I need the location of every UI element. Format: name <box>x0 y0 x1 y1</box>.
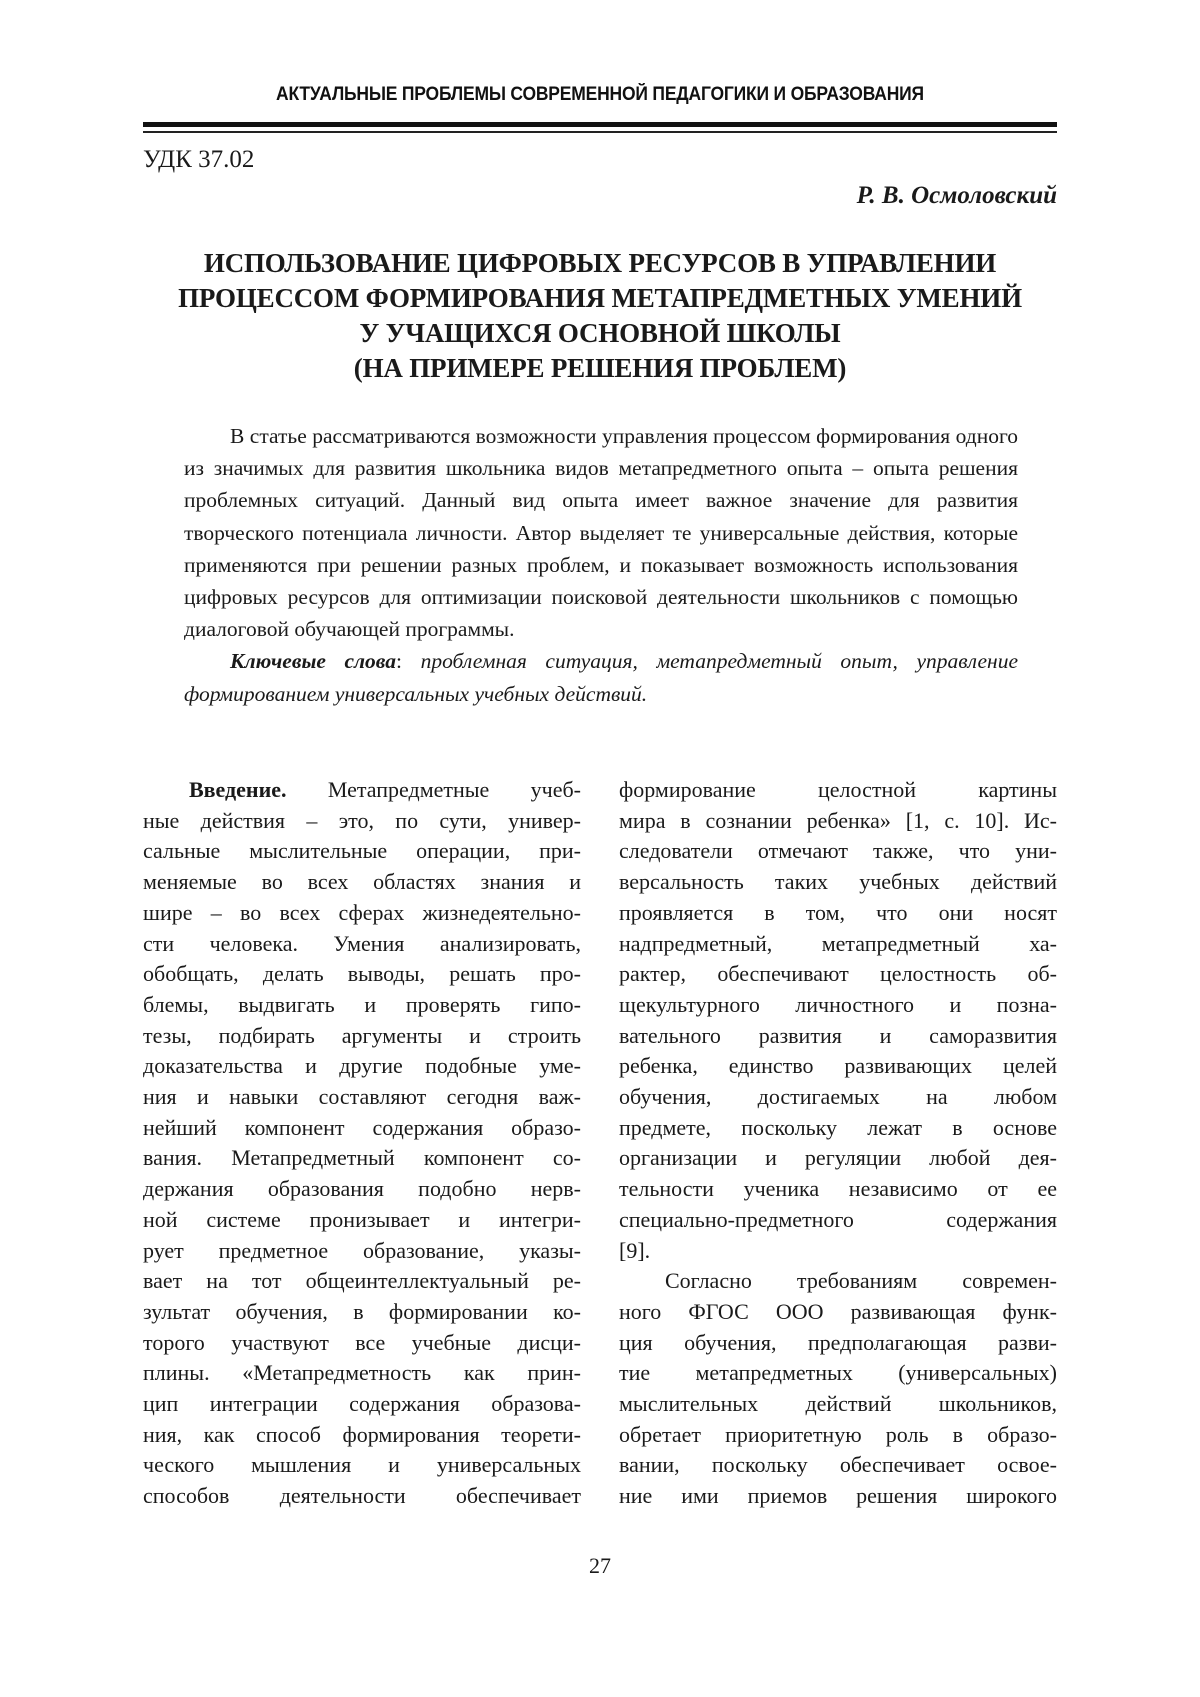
body-line: обучения, достигаемых на любом <box>619 1084 1057 1110</box>
body-line: предмете, поскольку лежат в основе <box>619 1114 1057 1140</box>
body-line: нейший компонент содержания образо- <box>143 1114 581 1140</box>
body-line: вании, поскольку обеспечивает освое- <box>619 1452 1057 1478</box>
body-line: ребенка, единство развивающих целей <box>619 1053 1057 1079</box>
body-line: сти человека. Умения анализировать, <box>143 930 581 956</box>
body-line: плины. «Метапредметность как прин- <box>143 1360 581 1386</box>
body-line: [9]. <box>619 1237 651 1263</box>
title-line: (НА ПРИМЕРЕ РЕШЕНИЯ ПРОБЛЕМ) <box>353 353 847 383</box>
body-line: организации и регуляции любой дея- <box>619 1145 1057 1171</box>
body-line: Согласно требованиям современ- <box>665 1268 1057 1294</box>
body-line: меняемые во всех областях знания и <box>143 869 581 895</box>
body-line: цип интеграции содержания образова- <box>143 1391 581 1417</box>
body-line: ние ими приемов решения широкого <box>619 1483 1057 1509</box>
body-line: блемы, выдвигать и проверять гипо- <box>143 991 581 1017</box>
body-line: ческого мышления и универсальных <box>143 1452 581 1478</box>
page-number: 27 <box>589 1553 611 1578</box>
body-line: формирование целостной картины <box>619 777 1057 802</box>
keywords-text: проблемная ситуация, метапредметный опыт, управление формированием универсальных учебных действий. <box>184 649 1018 706</box>
body-line: следователи отмечают также, что уни- <box>619 838 1057 864</box>
body-line: обобщать, делать выводы, решать про- <box>143 961 581 987</box>
body-line: специально-предметного содержания <box>619 1206 1057 1232</box>
body-line: щекультурного личностного и позна- <box>619 991 1057 1017</box>
body-line: ного ФГОС ООО развивающая функ- <box>619 1298 1057 1324</box>
body-line: шире – во всех сферах жизнедеятельно- <box>143 899 581 925</box>
body-line: тие метапредметных (универсальных) <box>619 1360 1057 1386</box>
body-line: Введение. Метапредметные учеб- <box>189 777 581 802</box>
running-head: АКТУАЛЬНЫЕ ПРОБЛЕМЫ СОВРЕМЕННОЙ ПЕДАГОГИКИ И ОБРАЗОВАНИЯ <box>276 84 924 105</box>
body-line: тельности ученика независимо от ее <box>619 1176 1057 1202</box>
body-line: ные действия – это, по сути, универ- <box>143 807 581 833</box>
body-line: торого участвуют все учебные дисци- <box>143 1329 581 1355</box>
body-line: сальные мыслительные операции, при- <box>143 838 581 864</box>
section-heading-introduction: Введение. <box>189 777 287 802</box>
body-line: ция обучения, предполагающая разви- <box>619 1329 1057 1355</box>
abstract-block <box>184 420 1018 710</box>
body-line: версальность таких учебных действий <box>619 869 1057 895</box>
keywords-colon: : <box>396 649 403 674</box>
keywords <box>184 645 1018 709</box>
body-line: тезы, подбирать аргументы и строить <box>143 1022 581 1048</box>
body-line: доказательства и другие подобные уме- <box>143 1053 581 1079</box>
title-line: ПРОЦЕССОМ ФОРМИРОВАНИЯ МЕТАПРЕДМЕТНЫХ УМЕНИЙ <box>178 283 1022 313</box>
body-line: зультат обучения, в формировании ко- <box>143 1298 581 1324</box>
body-line: обретает приоритетную роль в образо- <box>619 1421 1057 1447</box>
body-line: вания. Метапредметный компонент со- <box>143 1145 581 1171</box>
body-column-left <box>143 775 581 1512</box>
udc-code: УДК 37.02 <box>143 146 255 173</box>
body-line: вательного развития и саморазвития <box>619 1022 1057 1048</box>
keywords-label: Ключевые слова <box>230 649 397 674</box>
body-line: проявляется в том, что они носят <box>619 899 1057 925</box>
body-line: мира в сознании ребенка» [1, с. 10]. Ис- <box>619 807 1057 833</box>
title-line: У УЧАЩИХСЯ ОСНОВНОЙ ШКОЛЫ <box>359 318 841 348</box>
abstract-text: В статье рассматриваются возможности управления процессом формирования одного из значимых для развития школьника видов метапредметного опыта – опыта решения проблемных ситуаций. Данный вид опыта имеет важное значение для развития творческого потенциала личности. Автор выделяет те универсальные действия, которые применяются при решении разных проблем, и показывает возможность использования цифровых ресурсов для оптимизации поисковой деятельности школьников с помощью диалоговой обучающей программы. <box>184 424 1018 642</box>
body-line: ния, как способ формирования теорети- <box>143 1421 581 1447</box>
body-line: вает на тот общеинтеллектуальный ре- <box>143 1268 581 1294</box>
body-line: рактер, обеспечивают целостность об- <box>619 961 1057 987</box>
header-rule-thick <box>143 122 1057 127</box>
body-line: ния и навыки составляют сегодня важ- <box>143 1084 581 1110</box>
body-line: рует предметное образование, указы- <box>143 1237 581 1263</box>
body-line: мыслительных действий школьников, <box>619 1391 1057 1417</box>
body-line: надпредметный, метапредметный ха- <box>619 930 1057 956</box>
body-column-right <box>619 775 1057 1512</box>
header-rule-thin <box>143 131 1057 133</box>
article-title <box>143 246 1057 386</box>
body-line: способов деятельности обеспечивает <box>143 1483 581 1509</box>
body-line: ной системе пронизывает и интегри- <box>143 1206 581 1232</box>
author-name: Р. В. Осмоловский <box>856 182 1057 209</box>
body-line: держания образования подобно нерв- <box>143 1176 581 1202</box>
title-line: ИСПОЛЬЗОВАНИЕ ЦИФРОВЫХ РЕСУРСОВ В УПРАВЛЕНИИ <box>203 248 997 278</box>
